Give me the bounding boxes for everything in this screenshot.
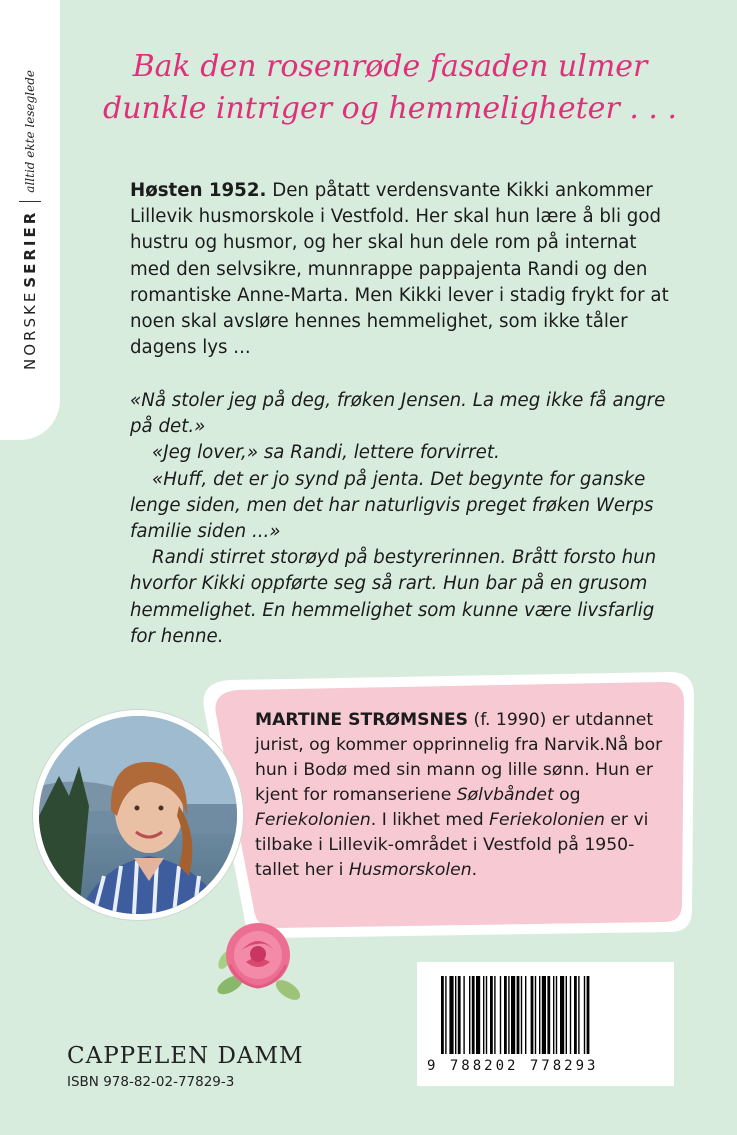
barcode-bar bbox=[483, 976, 484, 1054]
blurb-text: Den påtatt verdensvante Kikki ankommer Lillevik husmorskole i Vestfold. Her skal hun lære å bli god hustru og husmor, og her skal hun dele rom på internat med den selvsikre, munnrappe pappajenta Randi og den romantiske Anne-Marta. Men Kikki lever i stadig frykt for at noen skal avsløre hennes hemmelighet, som ikke tåler dagens lys ... bbox=[130, 180, 669, 359]
barcode-bar bbox=[570, 976, 571, 1054]
barcode-bar bbox=[553, 976, 554, 1054]
tagline bbox=[100, 46, 680, 130]
barcode-bar bbox=[476, 976, 480, 1054]
rose-icon bbox=[200, 910, 310, 1010]
series-title-feriekolonien: Feriekolonien bbox=[255, 810, 371, 830]
barcode-bar bbox=[508, 976, 509, 1054]
tagline-line-2: dunkle intriger og hemmeligheter . . . bbox=[102, 91, 677, 126]
barcode-bar bbox=[445, 976, 446, 1054]
excerpt-paragraph-3: «Huff, det er jo synd på jenta. Det begynte for ganske lenge siden, men det har naturligvis preget frøken Werps familie siden ...» bbox=[130, 468, 654, 543]
barcode-bar bbox=[556, 976, 557, 1054]
brand-norske: NORSKE bbox=[21, 289, 39, 370]
barcode-bar bbox=[486, 976, 487, 1054]
bio-text-1: (f. 1990) er utdannet jurist, og kommer opprinnelig fra Narvik.Nå bor hun i Bodø med sin mann og lille sønn. Hun er kjent for romanseriene bbox=[255, 710, 663, 805]
series-title-husmorskolen: Husmorskolen bbox=[348, 860, 472, 880]
author-bio bbox=[255, 708, 675, 883]
barcode-bar bbox=[517, 976, 520, 1054]
barcode-bar bbox=[574, 976, 577, 1054]
barcode-area bbox=[417, 962, 674, 1086]
bio-text-4: er vi tilbake i Lillevik-området i Vestfold på 1950-tallet her i bbox=[255, 810, 649, 880]
portrait-illustration bbox=[39, 716, 237, 914]
tagline-line-1: Bak den rosenrøde fasaden ulmer bbox=[132, 49, 648, 84]
barcode-bar bbox=[511, 976, 515, 1054]
barcode-bar bbox=[531, 976, 534, 1054]
excerpt-paragraph-4: Randi stirret storøyd på bestyrerinnen. Brått forsto hun hvorfor Kikki oppførte seg så rart. Hun bar på en grusom hemmelighet. En hemmelighet som kunne være livsfarlig for henne. bbox=[130, 547, 657, 647]
barcode-bar bbox=[490, 976, 493, 1054]
barcode-bar bbox=[469, 976, 470, 1054]
barcode-bar bbox=[547, 976, 550, 1054]
barcode-bar bbox=[521, 976, 522, 1054]
isbn: ISBN 978-82-02-77829-3 bbox=[67, 1074, 235, 1090]
barcode-bar bbox=[455, 976, 456, 1054]
brand-serier: SERIER bbox=[21, 209, 39, 288]
barcode-bar bbox=[584, 976, 585, 1054]
barcode-bar bbox=[494, 976, 495, 1054]
barcode-bar bbox=[566, 976, 567, 1054]
excerpt-paragraph-2: «Jeg lover,» sa Randi, lettere forvirret. bbox=[152, 442, 500, 464]
barcode-bar bbox=[542, 976, 546, 1054]
excerpt-paragraph-1: «Nå stoler jeg på deg, frøken Jensen. La meg ikke få angre på det.» bbox=[130, 390, 666, 438]
barcode-bar bbox=[578, 976, 579, 1054]
bio-text-2: og bbox=[553, 785, 581, 805]
barcode-bar bbox=[441, 976, 444, 1054]
barcode-digits: 9 788202 778293 bbox=[427, 1058, 599, 1074]
author-photo-image bbox=[39, 716, 237, 914]
barcode-bar bbox=[504, 976, 507, 1054]
barcode-bar bbox=[458, 976, 461, 1054]
brand-divider bbox=[19, 201, 41, 202]
barcode-bar bbox=[539, 976, 540, 1054]
brand-slogan: alltid ekte leseglede bbox=[23, 70, 37, 193]
series-brand bbox=[19, 70, 41, 370]
spine-tab bbox=[0, 0, 60, 440]
excerpt bbox=[130, 388, 675, 650]
blurb-lead: Høsten 1952. bbox=[130, 180, 267, 201]
barcode-bar bbox=[560, 976, 564, 1054]
barcode-bar bbox=[472, 976, 475, 1054]
series-title-solvbandet: Sølvbåndet bbox=[456, 785, 554, 805]
publisher-logo: CAPPELEN DAMM bbox=[67, 1043, 304, 1069]
author-name: MARTINE STRØMSNES bbox=[255, 710, 469, 730]
barcode-bar bbox=[525, 976, 526, 1054]
bio-text-5: . bbox=[471, 860, 478, 880]
author-photo bbox=[33, 710, 243, 920]
barcode-bar bbox=[463, 976, 464, 1054]
barcode bbox=[439, 976, 657, 1054]
barcode-bar bbox=[535, 976, 536, 1054]
barcode-bar bbox=[449, 976, 453, 1054]
barcode-bar bbox=[500, 976, 501, 1054]
barcode-bar bbox=[587, 976, 590, 1054]
series-title-feriekolonien-2: Feriekolonien bbox=[489, 810, 605, 830]
bio-text-3: . I likhet med bbox=[370, 810, 490, 830]
blurb bbox=[130, 178, 675, 361]
